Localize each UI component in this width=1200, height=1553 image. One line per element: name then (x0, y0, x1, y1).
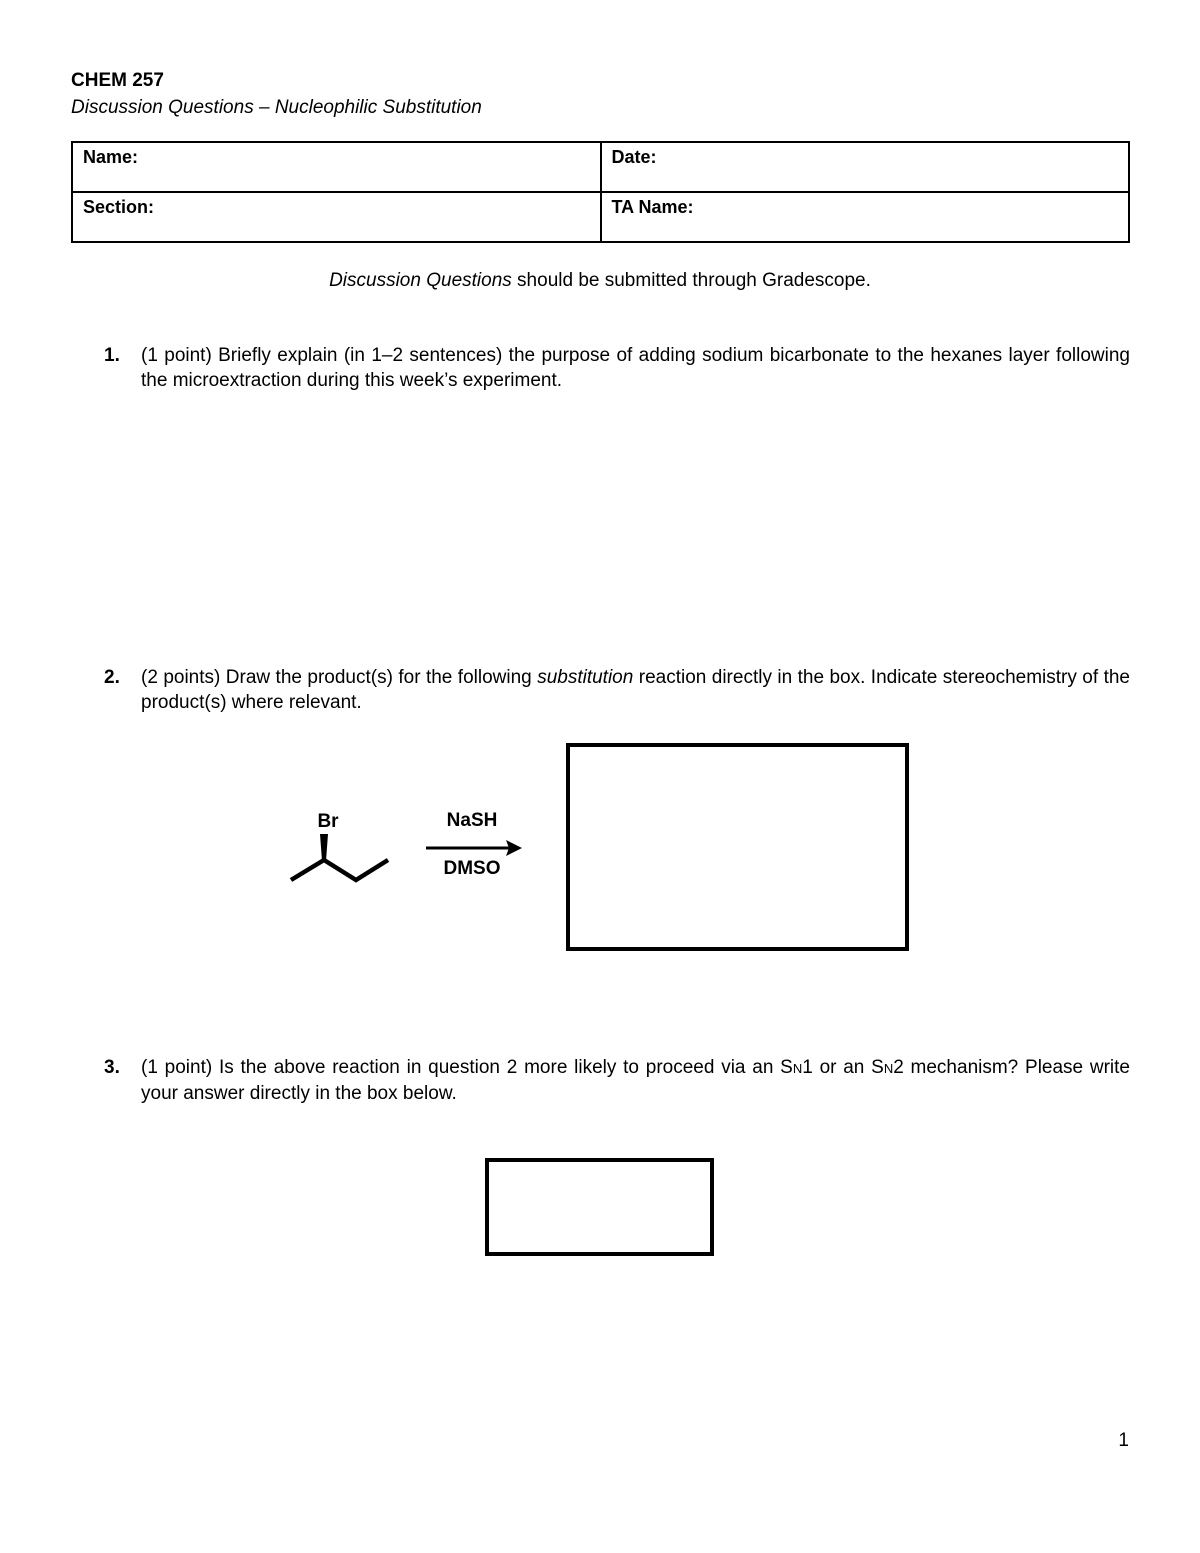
solvent-label: DMSO (443, 858, 501, 879)
reagent-label: NaSH (446, 810, 498, 831)
submission-note-rest: should be submitted through Gradescope. (511, 270, 871, 291)
question-3 (104, 1055, 1130, 1106)
question-number: 2. (104, 667, 120, 688)
name-label: Name: (83, 147, 139, 167)
question-number: 3. (104, 1057, 120, 1078)
question-text (141, 1055, 1130, 1106)
subscript-n: N (792, 1061, 803, 1076)
ta-name-label: TA Name: (611, 197, 694, 217)
skeletal-structure (291, 834, 388, 880)
question-text-part: (1 point) Is the above reaction in question 2 more likely to proceed via an S (141, 1057, 793, 1078)
course-title: CHEM 257 (71, 70, 164, 91)
question-number: 1. (104, 345, 120, 366)
page-number: 1 (1118, 1430, 1129, 1451)
date-label: Date: (611, 147, 657, 167)
question-text: (1 point) Briefly explain (in 1–2 sentences) the purpose of adding sodium bicarbonate to the hexanes layer following the microextraction during this week’s experiment. (141, 345, 1130, 391)
question-text-part: (2 points) Draw the product(s) for the following (141, 667, 538, 688)
carbon-chain (291, 860, 388, 880)
mechanism-answer-box[interactable] (485, 1158, 714, 1256)
bromine-label: Br (317, 811, 339, 832)
section-label: Section: (83, 197, 155, 217)
question-text-part: 1 or an S (802, 1057, 884, 1078)
subscript-n: N (883, 1061, 894, 1076)
submission-note-italic: Discussion Questions (329, 270, 512, 291)
question-text-part: 2 mechanism? Please write your answer directly in the box below. (141, 1057, 1130, 1104)
worksheet-subtitle: Discussion Questions – Nucleophilic Substitution (71, 97, 482, 118)
question-text-part: reaction directly in the box. Indicate stereochemistry of the product(s) where relevant. (141, 667, 1130, 713)
question-text-italic: substitution (537, 667, 634, 688)
wedge-bond (320, 834, 328, 861)
product-answer-box[interactable] (566, 743, 909, 951)
